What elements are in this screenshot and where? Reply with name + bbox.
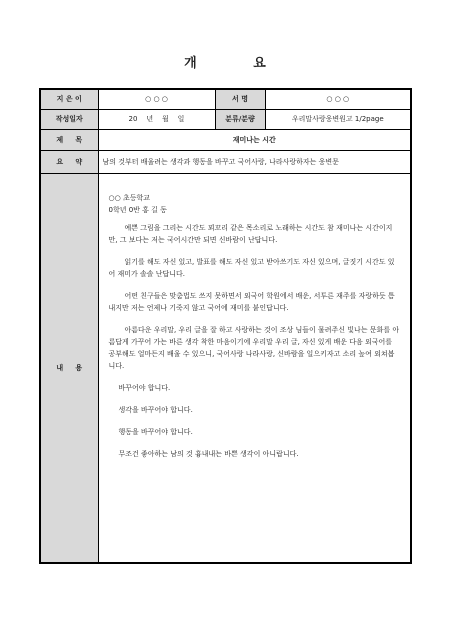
school-name: ○○ 초등학교	[108, 193, 150, 202]
date-value: 20 년 월 일	[98, 109, 215, 129]
paragraph-1: 예쁜 그림을 그리는 시간도 꾀꼬리 같은 목소리로 노래하는 시간도 참 재미나는 시간이지만, 그 보다는 저는 국어시간만 되면 신바람이 난답니다.	[108, 223, 393, 244]
content-row	[40, 173, 411, 563]
paragraph-7: 행동을 바꾸어야 합니다.	[118, 427, 193, 436]
paragraph-5: 바꾸어야 합니다.	[118, 383, 171, 392]
document-title: 재미나는 시간	[98, 129, 411, 150]
name-label: 서 명	[215, 89, 265, 109]
category-label: 분류/분량	[215, 109, 265, 129]
author-label: 지 은 이	[40, 89, 98, 109]
page-title: 개 요	[184, 56, 292, 71]
paragraph-8: 무조건 좋아하는 남의 것 흉내내는 바쁜 생각이 아니랍니다.	[118, 449, 299, 458]
author-row	[40, 89, 411, 109]
summary-label: 요 약	[40, 150, 98, 173]
date-row	[40, 109, 411, 129]
summary-row	[40, 150, 411, 173]
date-label: 작성일자	[40, 109, 98, 129]
content-body	[98, 173, 411, 563]
paragraph-6: 생각을 바꾸어야 합니다.	[118, 405, 193, 414]
paragraph-4: 아름다운 우리말, 우리 글을 잘 하고 사랑하는 것이 조상 님들이 물려주신 빛나는 문화를 아름답게 가꾸어 가는 바른 생각 착한 마음이기에 우리말 우리 글, 자신 있게 배운 다음 외국어를 공부해도 얼마든지 배울 수 있으니, 국어사랑 나라사랑, 신바람을 일으키자고 소리 높여 외쳐봅니다.	[108, 325, 400, 370]
category-value: 우리말사랑웅변원고 1/2page	[265, 109, 411, 129]
student-name: 0학년 0반 홍 길 동	[108, 205, 167, 214]
title-label: 제 목	[40, 129, 98, 150]
paragraph-3: 어떤 친구들은 맞춤법도 쓰지 못하면서 외국어 학원에서 배운, 서투른 재주를 자랑하듯 틈내지만 저는 언제나 기죽지 않고 국어에 재미를 붙인답니다.	[108, 291, 395, 312]
summary-text: 남의 것부터 배울려는 생각과 행동을 바꾸고 국어사랑, 나라사랑하자는 웅변문	[98, 150, 411, 173]
overview-form-table	[39, 88, 412, 564]
paragraph-2: 읽기를 해도 자신 있고, 발표를 해도 자신 있고 받아쓰기도 자신 있으며, 글짓기 시간도 있어 재미가 솔솔 난답니다.	[108, 257, 395, 278]
author-value: ○ ○ ○	[98, 89, 215, 109]
title-row	[40, 129, 411, 150]
content-label: 내 용	[40, 173, 98, 563]
name-value: ○ ○ ○	[265, 89, 411, 109]
